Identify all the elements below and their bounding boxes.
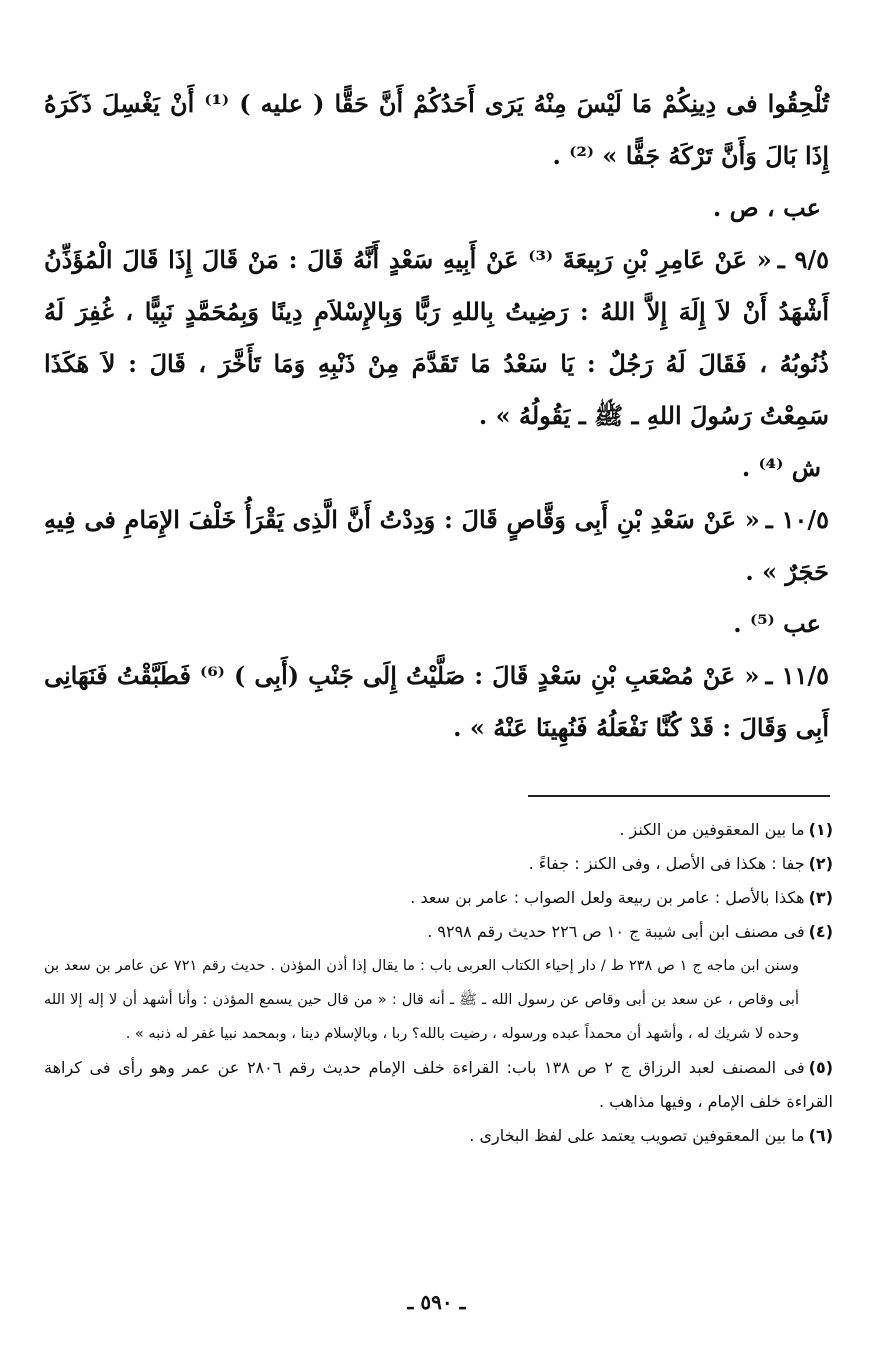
footnote-divider xyxy=(528,795,830,797)
hadith-number: ١١/٥ ـ xyxy=(765,661,829,690)
source-reference: ش ⁽⁴⁾ . xyxy=(741,453,821,482)
footnote-text: وسنن ابن ماجه ج ١ ص ٢٣٨ ط / دار إحياء الكتاب العربى باب : ما يقال إذا أذن المؤذن . حديث رقم ٧٢١ عن عامر بن سعد بن أبى وقاص ، عن سعد بن أبى وقاص عن رسول الله ـ ﷺ ـ أنه قال : « من قال حين يسمع المؤذن : وأنا أشهد أن لا إله إلا الله وحده لا شريك له ، وأشهد أن محمداً عبده ورسوله ، رضيت بالله؟ ربا ، وبالإسلام دينا ، وبمحمد نبيا غفر له ذنبه » . xyxy=(44,958,799,1042)
footnote-number: (١) xyxy=(808,820,833,839)
hadith-number: ٩/٥ ـ xyxy=(777,245,829,274)
hadith-text: « عَنْ سَعْدِ بْنِ أَبِى وَقَّاصٍ قَالَ : وَدِدْتُ أَنَّ الَّذِى يَقْرَأُ خَلْفَ الإِمَامِ فى فِيهِ حَجَرٌ » . xyxy=(44,505,829,586)
footnote-3 xyxy=(44,881,833,915)
source-reference: عب ، ص . xyxy=(712,193,821,222)
source-reference: عب ⁽⁵⁾ . xyxy=(733,609,821,638)
footnote-text: فى مصنف ابن أبى شيبة ج ١٠ ص ٢٢٦ حديث رقم ٩٢٩٨ . xyxy=(427,922,805,941)
hadith-entry-11 xyxy=(44,650,829,754)
hadith-number: ١٠/٥ ـ xyxy=(765,505,829,534)
footnote-text: ما بين المعقوفين تصويب يعتمد على لفظ البخارى . xyxy=(469,1126,805,1145)
footnote-number: (٥) xyxy=(808,1058,834,1077)
footnote-5 xyxy=(44,1051,833,1119)
footnote-text: ما بين المعقوفين من الكنز . xyxy=(619,820,805,839)
footnote-6 xyxy=(44,1119,833,1153)
footnote-number: (٢) xyxy=(808,854,833,873)
footnote-number: (٤) xyxy=(808,922,833,941)
footnote-1 xyxy=(44,813,833,847)
page-number: ـ ٥٩٠ ـ xyxy=(407,1290,466,1314)
hadith-entry-10 xyxy=(44,494,829,598)
footnote-number: (٦) xyxy=(808,1126,833,1145)
hadith-text-block xyxy=(44,78,829,754)
hadith-continuation: تُلْحِقُوا فى دِينِكُمْ مَا لَيْسَ مِنْهُ يَرَى أَحَدُكُمْ أَنَّ حَقًّا ( عليه ) ⁽¹⁾ أَنْ يَغْسِلَ ذَكَرَهُ إِذَا بَالَ وَأَنَّ تَرْكَهُ جَفًّا » ⁽²⁾ . xyxy=(44,89,829,170)
footnote-text: هكذا بالأصل : عامر بن ربيعة ولعل الصواب : عامر بن سعد . xyxy=(410,888,805,907)
footnote-text: جفا : هكذا فى الأصل ، وفى الكنز : جفاءً . xyxy=(528,854,805,873)
footnote-4-continuation xyxy=(44,949,833,1051)
hadith-entry-9 xyxy=(44,234,829,442)
footnotes xyxy=(44,813,833,1153)
footnote-number: (٣) xyxy=(808,888,833,907)
footnote-4 xyxy=(44,915,833,949)
hadith-text: « عَنْ عَامِرِ بْنِ رَبِيعَةَ ⁽³⁾ عَنْ أَبِيهِ سَعْدٍ أَنَّهُ قَالَ : مَنْ قَالَ إِذَا قَالَ الْمُؤَذِّنُ أَشْهَدُ أَنْ لاَ إِلَهَ إِلاَّ اللهُ : رَضِيتُ بِاللهِ رَبًّا وَبِالإِسْلاَمِ دِينًا وَبِمُحَمَّدٍ نَبِيًّا ، غُفِرَ لَهُ ذُنُوبُهُ ، فَقَالَ لَهُ رَجُلٌ : يَا سَعْدُ مَا تَقَدَّمَ مِنْ ذَنْبِهِ وَمَا تَأَخَّرَ ، قَالَ : لاَ هَكَذَا سَمِعْتُ رَسُولَ اللهِ ـ ﷺ ـ يَقُولُهُ » . xyxy=(44,245,829,430)
hadith-text: « عَنْ مُصْعَبِ بْنِ سَعْدٍ قَالَ : صَلَّيْتُ إِلَى جَنْبِ (أَبِى ) ⁽⁶⁾ فَطَبَّقْتُ فَنَهَانِى أَبِى وَقَالَ : قَدْ كُنَّا نَفْعَلُهُ فَنُهِينَا عَنْهُ » . xyxy=(44,661,829,742)
footnote-2 xyxy=(44,847,833,881)
footnote-text: فى المصنف لعبد الرزاق ج ٢ ص ١٣٨ باب: القراءة خلف الإمام حديث رقم ٢٨٠٦ عن عمر وهو رأى فى كراهة القراءة خلف الإمام ، وفيها مذاهب . xyxy=(44,1058,833,1111)
